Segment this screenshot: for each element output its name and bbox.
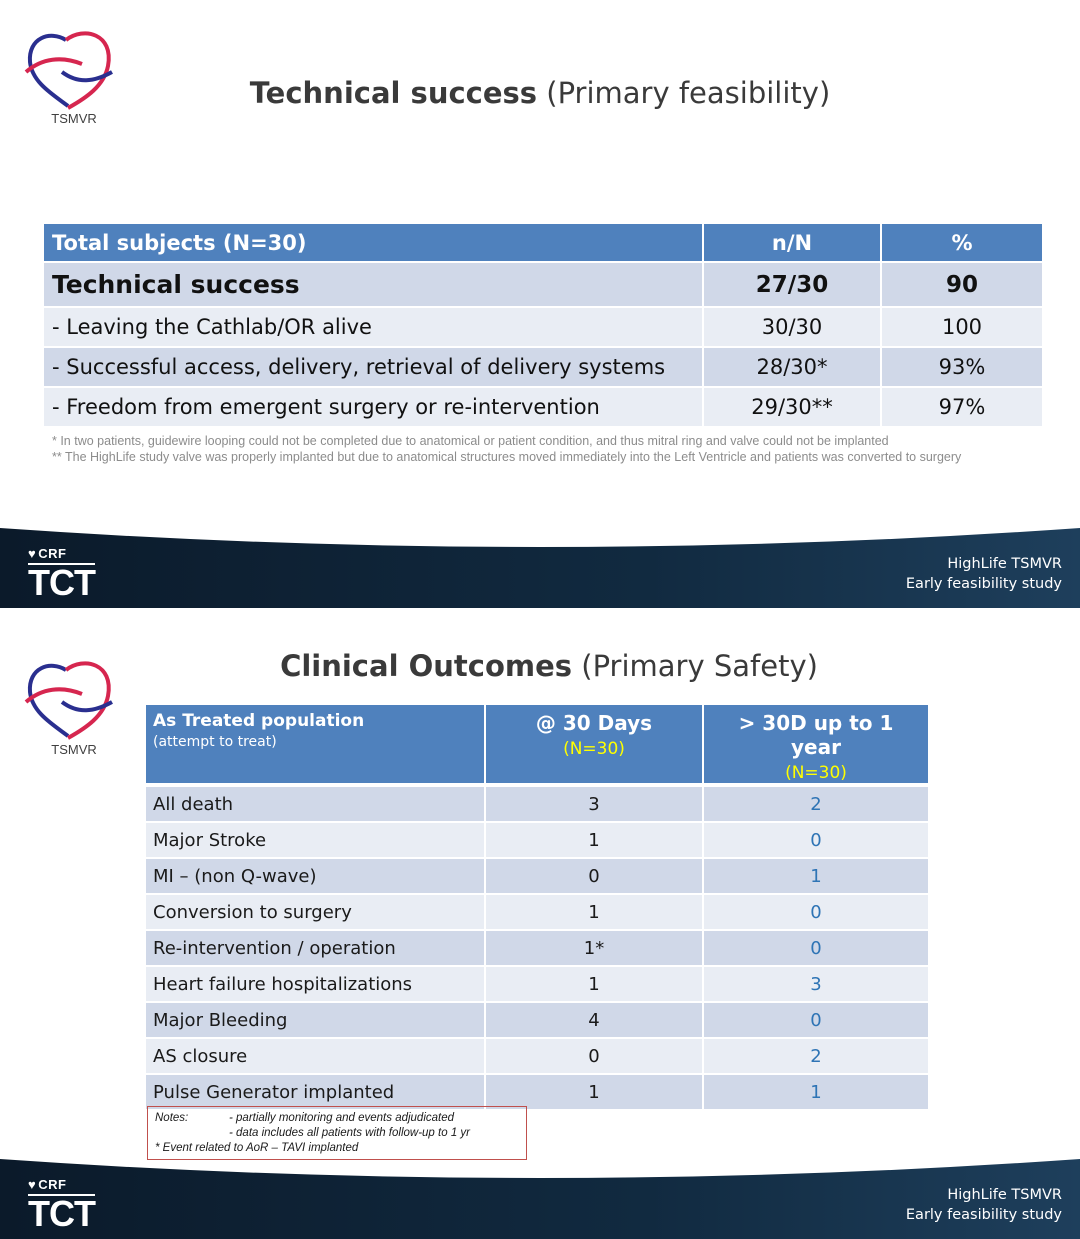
header-main: As Treated population (153, 711, 365, 731)
table-row (146, 895, 928, 931)
tct-label: TCT (28, 1193, 95, 1234)
row-label: Pulse Generator implanted (146, 1075, 486, 1111)
heart-icon: ♥ (28, 1177, 37, 1192)
row-value-30d: 1 (486, 1075, 704, 1111)
row-label: Re-intervention / operation (146, 931, 486, 967)
header-main: > 30D up to 1 year (738, 711, 894, 759)
header-cell: % (882, 224, 1042, 263)
table-header (146, 705, 928, 787)
technical-success-table (44, 224, 1042, 428)
row-value-1y: 0 (704, 823, 928, 859)
crf-label: CRF (38, 1177, 67, 1192)
row-label: Technical success (44, 263, 704, 308)
title-bold: Technical success (249, 76, 538, 110)
header-cell (486, 705, 704, 787)
row-label: - Freedom from emergent surgery or re-intervention (44, 388, 704, 428)
row-label: AS closure (146, 1039, 486, 1075)
row-label: - Successful access, delivery, retrieval of delivery systems (44, 348, 704, 388)
row-label: Heart failure hospitalizations (146, 967, 486, 1003)
row-value-30d: 1 (486, 823, 704, 859)
table-row (146, 859, 928, 895)
row-label: Major Stroke (146, 823, 486, 859)
header-main: @ 30 Days (535, 711, 653, 735)
header-n: (N=30) (563, 739, 625, 759)
row-value: 100 (882, 308, 1042, 348)
row-value-1y: 0 (704, 1003, 928, 1039)
row-value: 30/30 (704, 308, 882, 348)
table-row (146, 787, 928, 823)
slide-technical-success (0, 0, 1080, 608)
row-value: 93% (882, 348, 1042, 388)
study-name (906, 1185, 1062, 1225)
row-value-1y: 0 (704, 931, 928, 967)
logo-label: TSMVR (51, 742, 97, 757)
page-title (0, 76, 1080, 110)
title-bold: Clinical Outcomes (280, 649, 573, 683)
footnote: * In two patients, guidewire looping could not be completed due to anatomical or patient condition, and thus mitral ring and valve could not be implanted (52, 434, 889, 448)
table-row (146, 967, 928, 1003)
notes-box (147, 1106, 527, 1160)
row-value-1y: 0 (704, 895, 928, 931)
row-value: 27/30 (704, 263, 882, 308)
header-n: (N=30) (785, 763, 847, 783)
table-row (44, 263, 1042, 308)
row-label: Conversion to surgery (146, 895, 486, 931)
table-row (146, 931, 928, 967)
row-label: All death (146, 787, 486, 823)
row-value: 28/30* (704, 348, 882, 388)
row-value-1y: 1 (704, 1075, 928, 1111)
row-value-30d: 4 (486, 1003, 704, 1039)
slide-footer (0, 1159, 1080, 1239)
table-row (44, 308, 1042, 348)
row-value-1y: 2 (704, 787, 928, 823)
row-label: Major Bleeding (146, 1003, 486, 1039)
header-cell (704, 705, 928, 787)
tct-logo (28, 1177, 95, 1232)
footnotes (52, 433, 961, 465)
study-name (906, 554, 1062, 594)
table-row (146, 1003, 928, 1039)
tct-label: TCT (28, 562, 95, 603)
footnote: ** The HighLife study valve was properly implanted but due to anatomical structures moved immediately into the Left Ventricle and patients was converted to surgery (52, 450, 962, 464)
crf-label: CRF (38, 546, 67, 561)
table-row (146, 823, 928, 859)
row-value-30d: 1* (486, 931, 704, 967)
notes-line: - data includes all patients with follow-up to 1 yr (229, 1127, 470, 1139)
row-label: MI – (non Q-wave) (146, 859, 486, 895)
study-line: Early feasibility study (905, 1207, 1062, 1223)
row-value-30d: 1 (486, 967, 704, 1003)
row-value-1y: 2 (704, 1039, 928, 1075)
table-row (44, 348, 1042, 388)
row-value-30d: 3 (486, 787, 704, 823)
clinical-outcomes-table (146, 705, 928, 1111)
table-row (146, 1039, 928, 1075)
table-header (44, 224, 1042, 263)
notes-line: * Event related to AoR – TAVI implanted (155, 1142, 359, 1154)
row-label: - Leaving the Cathlab/OR alive (44, 308, 704, 348)
logo-label: TSMVR (51, 111, 97, 126)
row-value-1y: 1 (704, 859, 928, 895)
row-value-1y: 3 (704, 967, 928, 1003)
tct-logo (28, 546, 95, 601)
row-value-30d: 0 (486, 859, 704, 895)
heart-icon: ♥ (28, 546, 37, 561)
slide-footer (0, 528, 1080, 608)
header-cell: Total subjects (N=30) (44, 224, 704, 263)
study-line: HighLife TSMVR (947, 1187, 1062, 1203)
study-line: HighLife TSMVR (947, 556, 1062, 572)
title-light: (Primary feasibility) (537, 76, 831, 110)
title-light: (Primary Safety) (572, 649, 818, 683)
row-value: 97% (882, 388, 1042, 428)
header-sub: (attempt to treat) (153, 734, 277, 750)
study-line: Early feasibility study (905, 576, 1062, 592)
notes-line: - partially monitoring and events adjudicated (229, 1112, 455, 1124)
row-value-30d: 0 (486, 1039, 704, 1075)
notes-label: Notes: (155, 1112, 189, 1124)
header-cell: n/N (704, 224, 882, 263)
slide-clinical-outcomes (0, 608, 1080, 1239)
header-cell (146, 705, 486, 787)
table-row (44, 388, 1042, 428)
row-value-30d: 1 (486, 895, 704, 931)
page-title (0, 649, 1080, 683)
row-value: 90 (882, 263, 1042, 308)
row-value: 29/30** (704, 388, 882, 428)
